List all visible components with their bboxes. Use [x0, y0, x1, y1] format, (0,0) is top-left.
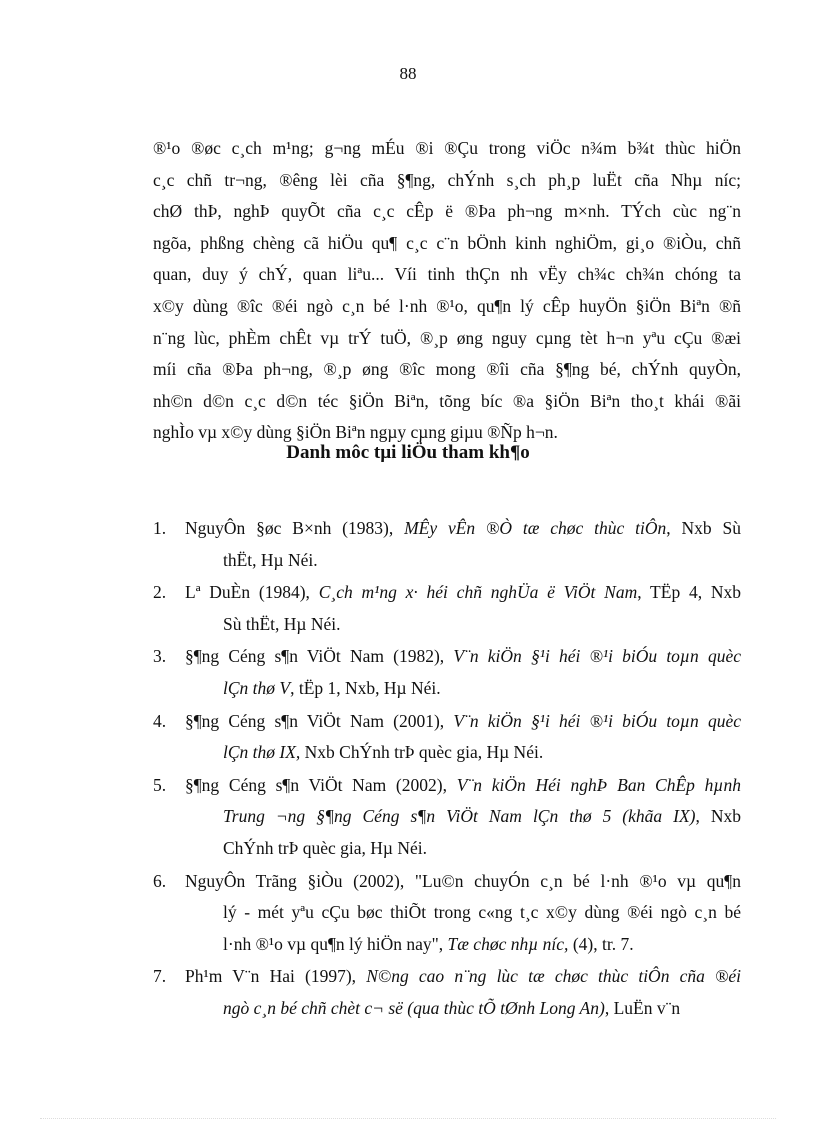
reference-text: thËt, Hµ Néi.: [223, 549, 318, 570]
reference-text: §¶ng Céng s¶n ViÖt Nam (2002),: [185, 774, 457, 795]
page-number: 88: [399, 64, 417, 83]
reference-title: N©ng cao n¨ng lùc tæ chøc thùc tiÔn cña ®éi: [366, 966, 741, 987]
reference-line: [185, 513, 741, 545]
reference-text: , Nxb Sù: [666, 518, 741, 538]
reference-line: [185, 545, 741, 577]
page-bottom-rule: [40, 1118, 776, 1119]
reference-text: ChÝnh trÞ quèc gia, Hµ Néi.: [223, 837, 428, 858]
reference-line: [185, 929, 741, 961]
reference-line: [185, 673, 741, 705]
body-paragraph: [153, 133, 741, 449]
reference-text: Nxb ChÝnh trÞ quèc gia, Hµ Néi.: [300, 742, 544, 763]
reference-line: [185, 609, 741, 641]
reference-item: [153, 513, 741, 576]
reference-item: [153, 961, 741, 1024]
reference-title: lÇn thø V: [223, 677, 291, 698]
reference-title: MÊy vÊn ®Ò tæ chøc thùc tiÔn: [404, 518, 667, 538]
reference-title: V¨n kiÖn §¹i héi ®¹i biÓu toµn quèc: [453, 646, 741, 667]
reference-text: , TËp 4, Nxb: [637, 582, 741, 603]
reference-text: lý - mét yªu cÇu bøc thiÕt trong c«ng t¸c x©y dùng ®éi ngò c¸n bé: [223, 902, 741, 923]
reference-number: 2.: [153, 582, 167, 603]
reference-title: Tæ chøc nhµ níc,: [447, 933, 569, 954]
reference-item: [153, 866, 741, 961]
reference-text: NguyÔn Trãng §iÒu (2002), "Lu©n chuyÓn c¸n bé l·nh ®¹o vµ qu¶n: [185, 870, 741, 891]
reference-text: (4), tr. 7.: [568, 933, 634, 954]
body-line: nghÌo vµ x©y dùng §iÖn Biªn ngµy cµng giµu ®Ñp h¬n.: [153, 422, 558, 443]
reference-number: 3.: [153, 646, 167, 667]
reference-list: [153, 513, 741, 1026]
body-line: míi cña ®Þa ph¬ng, ®¸p øng ®îc mong ®îi cña §¶ng bé, chÝnh quyÒn,: [153, 359, 741, 380]
reference-text: , Nxb: [695, 806, 742, 827]
body-line: x©y dùng ®îc ®éi ngò c¸n bé l·nh ®¹o, qu¶n lý cÊp huyÖn §iÖn Biªn ®ñ: [153, 295, 741, 316]
reference-text: Sù thËt, Hµ Néi.: [223, 613, 341, 634]
body-line: ngõa, phßng chèng cã hiÖu qu¶ c¸c c¨n bÖnh kinh nghiÖm, gi¸o ®iÒu, chñ: [153, 232, 741, 253]
reference-text: , LuËn v¨n: [604, 997, 681, 1018]
reference-text: Ph¹m V¨n Hai (1997),: [185, 966, 367, 987]
reference-item: [153, 770, 741, 865]
reference-number: 4.: [153, 710, 167, 731]
reference-line: [185, 993, 741, 1025]
reference-item: [153, 706, 741, 769]
reference-line: [185, 897, 741, 929]
body-line: ®¹o ®øc c¸ch m¹ng; g¬ng mÉu ®i ®Çu trong viÖc n¾m b¾t thùc hiÖn: [153, 138, 741, 158]
reference-title: ngò c¸n bé chñ chèt c¬ së (qua thùc tÕ tØnh Long An): [223, 997, 605, 1018]
reference-title: V¨n kiÖn §¹i héi ®¹i biÓu toµn quèc: [453, 710, 741, 731]
reference-line: [185, 961, 741, 993]
body-line: quan, duy ý chÝ, quan liªu... Víi tinh thÇn nh vËy ch¾c ch¾n chóng ta: [153, 264, 741, 285]
reference-line: [185, 866, 741, 898]
reference-text: §¶ng Céng s¶n ViÖt Nam (1982),: [185, 646, 454, 667]
reference-line: [185, 770, 741, 802]
reference-text: Lª DuÈn (1984),: [185, 582, 319, 603]
reference-title: lÇn thø IX,: [223, 742, 301, 763]
reference-item: [153, 577, 741, 640]
reference-number: 7.: [153, 966, 167, 987]
reference-text: NguyÔn §øc B×nh (1983),: [185, 518, 405, 538]
reference-text: , tËp 1, Nxb, Hµ Néi.: [290, 677, 441, 698]
body-line: nh©n d©n c¸c d©n téc §iÖn Biªn, tõng bíc ®a §iÖn Biªn tho¸t khái ®ãi: [153, 390, 741, 411]
body-line: c¸c chñ tr¬ng, ®êng lèi cña §¶ng, chÝnh s¸ch ph¸p luËt cña Nhµ níc;: [153, 169, 741, 190]
reference-title: C¸ch m¹ng x· héi chñ nghÜa ë ViÖt Nam: [318, 582, 638, 603]
reference-text: l·nh ®¹o vµ qu¶n lý hiÖn nay",: [223, 933, 448, 954]
reference-number: 1.: [153, 518, 167, 538]
reference-line: [185, 577, 741, 609]
reference-number: 5.: [153, 774, 167, 795]
reference-title: Trung ¬ng §¶ng Céng s¶n ViÖt Nam lÇn thø 5 (khãa IX): [223, 806, 696, 827]
reference-line: [185, 706, 741, 738]
reference-line: [185, 641, 741, 673]
reference-line: [185, 801, 741, 833]
reference-title: V¨n kiÖn Héi nghÞ Ban ChÊp hµnh: [456, 774, 741, 795]
reference-text: §¶ng Céng s¶n ViÖt Nam (2001),: [185, 710, 454, 731]
body-line: chØ thÞ, nghÞ quyÕt cña c¸c cÊp ë ®Þa ph¬ng m×nh. TÝch cùc ng¨n: [153, 201, 741, 222]
reference-line: [185, 737, 741, 769]
reference-number: 6.: [153, 870, 167, 891]
body-line: n¨ng lùc, phÈm chÊt vµ trÝ tuÖ, ®¸p øng nguy cµng tèt h¬n yªu cÇu ®æi: [153, 327, 741, 348]
references-heading: Danh môc tµi liÖu tham kh¶o: [286, 442, 530, 463]
reference-item: [153, 641, 741, 704]
reference-line: [185, 833, 741, 865]
